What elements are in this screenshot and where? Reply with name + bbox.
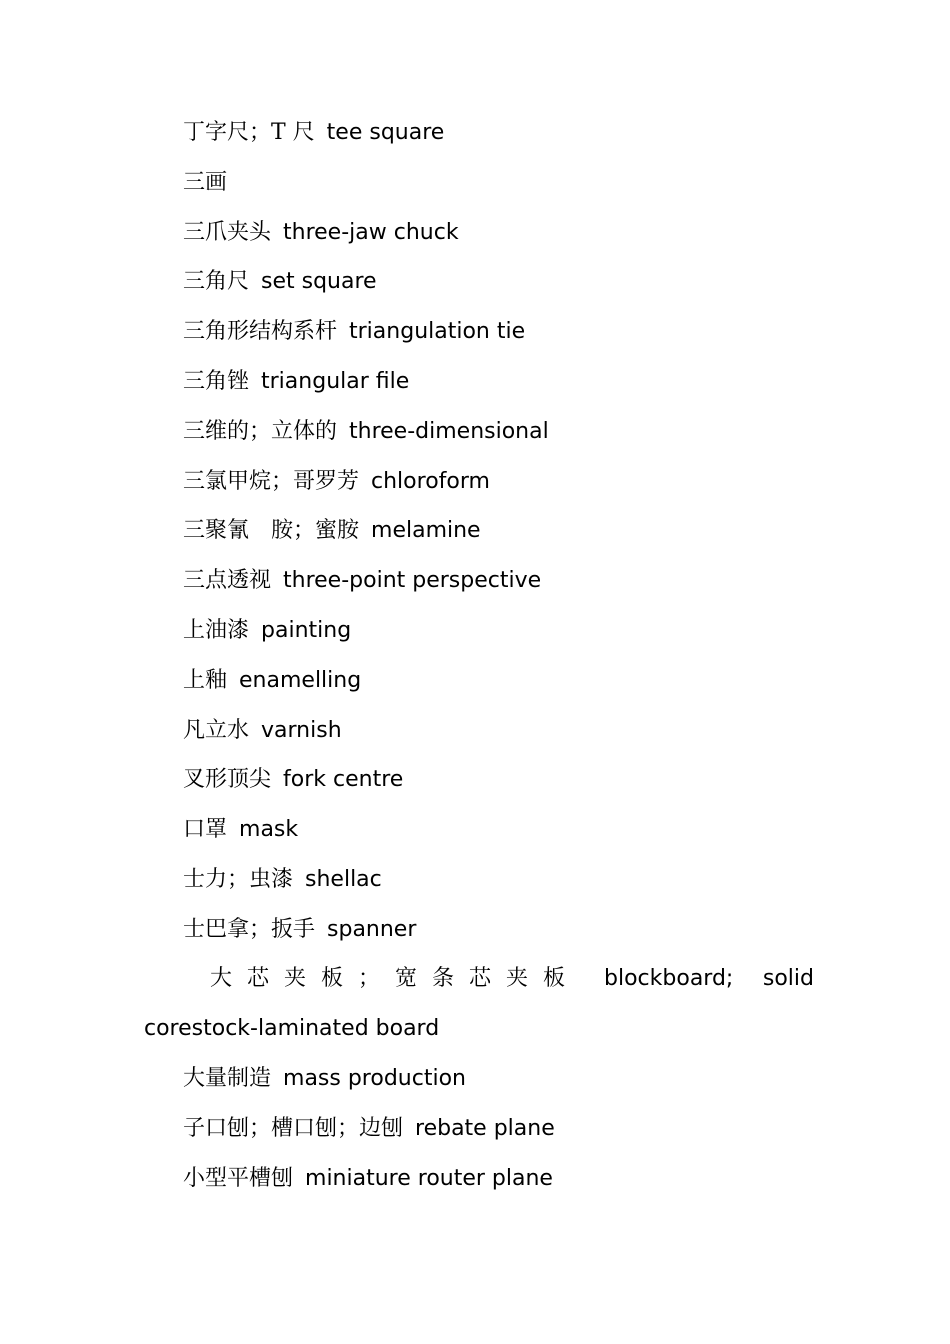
term-english: three-dimensional [349, 418, 549, 444]
term-chinese: 大量制造 [183, 1066, 272, 1092]
term-chinese: 上釉 [183, 667, 228, 693]
term-english: shellac [305, 866, 382, 892]
glossary-entry [144, 406, 814, 456]
term-chinese: 三画 [183, 169, 228, 195]
term-english: melamine [371, 518, 481, 544]
term-chinese: 士力；虫漆 [183, 866, 294, 892]
glossary-entry [144, 306, 814, 356]
term-english: painting [261, 617, 352, 643]
section-heading [144, 157, 814, 207]
term-chinese: 丁字尺；T 尺 [183, 120, 315, 145]
term-english: chloroform [371, 468, 490, 494]
term-chinese: 小型平槽刨 [183, 1165, 294, 1191]
glossary-entry [144, 655, 814, 705]
term-english-second: solid [762, 965, 814, 991]
term-chinese: 上油漆 [183, 617, 250, 643]
term-chinese: 子口刨；槽口刨；边刨 [183, 1115, 404, 1141]
term-chinese: 大芯夹板；宽条芯夹板 [210, 965, 581, 991]
term-chinese: 三聚氰 胺；蜜胺 [183, 518, 360, 544]
glossary-entry [144, 107, 814, 157]
glossary-list [144, 107, 814, 1203]
term-chinese: 士巴拿；扳手 [183, 916, 316, 942]
glossary-entry-wrapped [144, 954, 814, 1004]
term-english: mask [239, 817, 299, 843]
glossary-entry [144, 1053, 814, 1103]
term-english: varnish [261, 717, 342, 743]
term-english: miniature router plane [305, 1165, 553, 1191]
glossary-entry [144, 1103, 814, 1153]
term-english: triangulation tie [349, 319, 526, 345]
term-english: triangular file [261, 368, 410, 394]
glossary-entry [144, 555, 814, 605]
glossary-entry [144, 804, 814, 854]
term-english: three-point perspective [283, 568, 542, 594]
glossary-entry [144, 705, 814, 755]
glossary-entry [144, 854, 814, 904]
term-english: mass production [283, 1066, 466, 1092]
glossary-entry [144, 456, 814, 506]
term-chinese: 三氯甲烷；哥罗芳 [183, 468, 360, 494]
term-english: spanner [327, 916, 417, 942]
glossary-entry [144, 505, 814, 555]
glossary-entry [144, 754, 814, 804]
glossary-entry [144, 356, 814, 406]
term-english: rebate plane [415, 1115, 555, 1141]
term-english-continuation: corestock-laminated board [144, 1016, 440, 1042]
term-chinese: 叉形顶尖 [183, 767, 272, 793]
term-chinese: 三爪夹头 [183, 219, 272, 245]
term-chinese: 口罩 [183, 817, 228, 843]
term-chinese: 三角锉 [183, 368, 250, 394]
term-chinese: 三角形结构系杆 [183, 319, 338, 345]
term-chinese: 凡立水 [183, 717, 250, 743]
glossary-entry-continuation [144, 1003, 814, 1053]
term-english: fork centre [283, 767, 404, 793]
term-english: tee square [326, 120, 445, 145]
term-chinese: 三点透视 [183, 568, 272, 594]
term-english: three-jaw chuck [283, 219, 459, 245]
glossary-entry [144, 256, 814, 306]
glossary-entry [144, 904, 814, 954]
term-english: blockboard; [604, 965, 734, 991]
glossary-entry [144, 1153, 814, 1203]
term-english: set square [261, 269, 377, 295]
glossary-entry [144, 207, 814, 257]
glossary-entry [144, 605, 814, 655]
term-chinese: 三角尺 [183, 269, 250, 295]
term-chinese: 三维的；立体的 [183, 418, 338, 444]
term-english: enamelling [239, 667, 362, 693]
